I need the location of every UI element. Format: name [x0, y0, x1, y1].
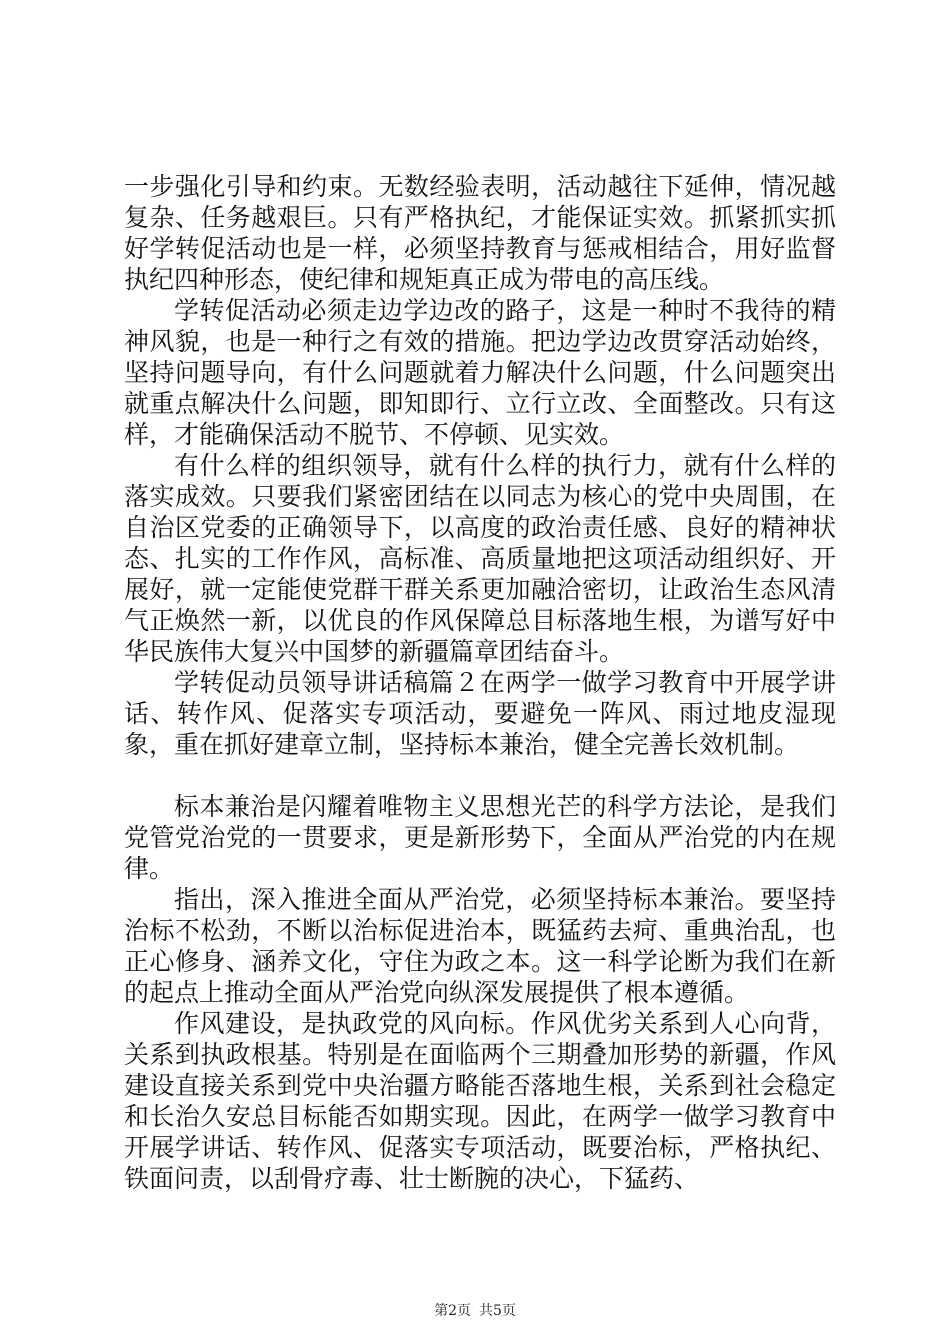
blank-line — [124, 760, 836, 791]
document-body — [124, 171, 836, 1194]
page-total: 共5页 — [479, 1303, 516, 1319]
paragraph: 指出，深入推进全面从严治党，必须坚持标本兼治。要坚持治标不松劲，不断以治标促进治本，既猛药去疴、重典治乱，也正心修身、涵养文化，守住为政之本。这一科学论断为我们在新的起点上推动全面从严治党向纵深发展提供了根本遵循。 — [124, 885, 836, 1007]
page-number: 第2页 — [434, 1303, 471, 1319]
paragraph: 标本兼治是闪耀着唯物主义思想光芒的科学方法论，是我们党管党治党的一贯要求，更是新形势下，全面从严治党的内在规律。 — [124, 792, 836, 883]
paragraph: 学转促活动必须走边学边改的路子，这是一种时不我待的精神风貌，也是一种行之有效的措施。把边学边改贯穿活动始终，坚持问题导向，有什么问题就着力解决什么问题，什么问题突出就重点解决什么问题，即知即行、立行立改、全面整改。只有这样，才能确保活动不脱节、不停顿、见实效。 — [124, 296, 836, 449]
paragraph: 有什么样的组织领导，就有什么样的执行力，就有什么样的落实成效。只要我们紧密团结在以同志为核心的党中央周围，在自治区党委的正确领导下，以高度的政治责任感、良好的精神状态、扎实的工作作风，高标准、高质量地把这项活动组织好、开展好，就一定能使党群干群关系更加融洽密切，让政治生态风清气正焕然一新，以优良的作风保障总目标落地生根，为谱写好中华民族伟大复兴中国梦的新疆篇章团结奋斗。 — [124, 451, 836, 666]
paragraph: 学转促动员领导讲话稿篇２在两学一做学习教育中开展学讲话、转作风、促落实专项活动，要避免一阵风、雨过地皮湿现象，重在抓好建章立制，坚持标本兼治，健全完善长效机制。 — [124, 668, 836, 759]
paragraph: 作风建设，是执政党的风向标。作风优劣关系到人心向背，关系到执政根基。特别是在面临两个三期叠加形势的新疆，作风建设直接关系到党中央治疆方略能否落地生根，关系到社会稳定和长治久安总目标能否如期实现。因此，在两学一做学习教育中开展学讲话、转作风、促落实专项活动，既要治标，严格执纪、铁面问责，以刮骨疗毒、壮士断腕的决心，下猛药、 — [124, 1009, 836, 1193]
paragraph-continuation: 一步强化引导和约束。无数经验表明，活动越往下延伸，情况越复杂、任务越艰巨。只有严格执纪，才能保证实效。抓紧抓实抓好学转促活动也是一样，必须坚持教育与惩戒相结合，用好监督执纪四种形态，使纪律和规矩真正成为带电的高压线。 — [124, 172, 836, 294]
page-footer — [0, 1300, 950, 1320]
